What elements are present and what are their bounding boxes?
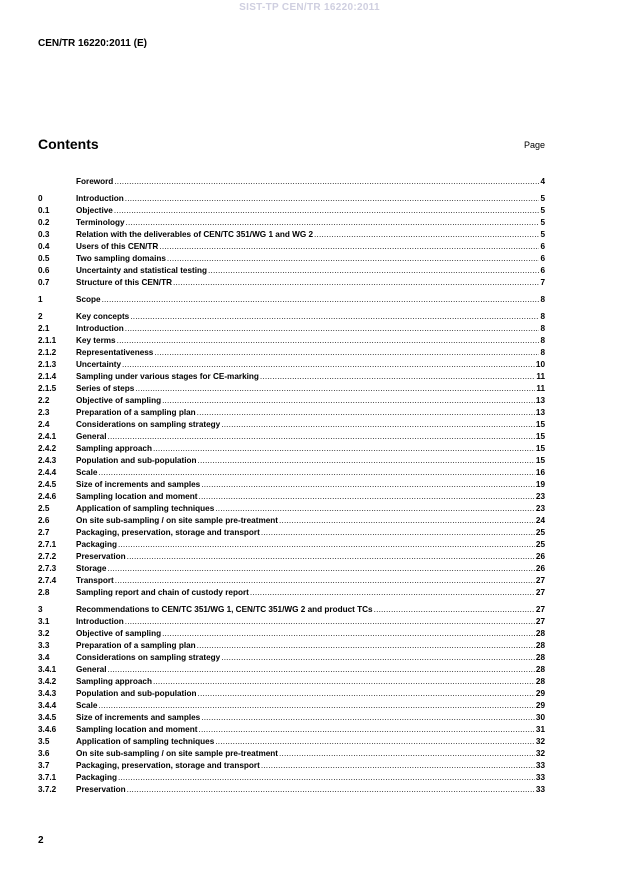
- toc-entry-number: 2.5: [38, 504, 50, 513]
- toc-entry-page: 8: [540, 295, 545, 304]
- dot-leader: [127, 551, 535, 563]
- toc-entry-number: 3.7.2: [38, 785, 57, 794]
- toc-entry-page: 25: [535, 528, 545, 537]
- dot-leader: [98, 700, 534, 712]
- toc-entry-number: 3.4.5: [38, 713, 57, 722]
- toc-entry-number: 0.1: [38, 206, 50, 215]
- toc-entry[interactable]: [38, 515, 545, 527]
- dot-leader: [167, 253, 540, 265]
- toc-entry-title: Packaging, preservation, storage and transport: [76, 761, 260, 770]
- toc-entry[interactable]: [38, 241, 545, 253]
- toc-entry[interactable]: [38, 652, 545, 664]
- dot-leader: [198, 455, 535, 467]
- toc-entry-title: Sampling approach: [76, 444, 152, 453]
- toc-entry-number: 2.4.1: [38, 432, 57, 441]
- toc-entry-number: 3.3: [38, 641, 50, 650]
- toc-entry-title: Key concepts: [76, 312, 130, 321]
- toc-entry-number: 1: [38, 295, 43, 304]
- toc-entry-title: Relation with the deliverables of CEN/TC 351/WG 1 and WG 2: [76, 230, 314, 239]
- dot-leader: [118, 772, 535, 784]
- toc-entry-page: 8: [540, 312, 545, 321]
- toc-entry-number: 2.1.3: [38, 360, 57, 369]
- toc-entry[interactable]: [38, 205, 545, 217]
- toc-entry-title: Application of sampling techniques: [76, 737, 215, 746]
- dot-leader: [279, 748, 535, 760]
- toc-entry-title: On site sub-sampling / on site sample pre-treatment: [76, 516, 279, 525]
- toc-entry-title: Series of steps: [76, 384, 135, 393]
- toc-entry-page: 5: [540, 194, 545, 203]
- dot-leader: [125, 323, 540, 335]
- toc-entry-title: Preparation of a sampling plan: [76, 408, 196, 417]
- toc-entry-page: 27: [535, 605, 545, 614]
- toc-entry-page: 32: [535, 737, 545, 746]
- toc-entry-page: 26: [535, 552, 545, 561]
- dot-leader: [374, 604, 535, 616]
- dot-leader: [159, 241, 539, 253]
- toc-entry-title: Introduction: [76, 194, 124, 203]
- toc-entry[interactable]: [38, 551, 545, 563]
- toc-entry-page: 19: [535, 480, 545, 489]
- toc-entry-title: Representativeness: [76, 348, 154, 357]
- dot-leader: [162, 395, 535, 407]
- toc-entry-page: 6: [540, 254, 545, 263]
- dot-leader: [117, 335, 540, 347]
- toc-entry-page: 32: [535, 749, 545, 758]
- toc-entry-title: Size of increments and samples: [76, 713, 201, 722]
- toc-entry-title: Considerations on sampling strategy: [76, 653, 221, 662]
- toc-entry[interactable]: [38, 712, 545, 724]
- toc-entry-page: 6: [540, 266, 545, 275]
- toc-entry-page: 27: [535, 617, 545, 626]
- toc-entry-title: Preservation: [76, 552, 126, 561]
- toc-entry-page: 23: [535, 504, 545, 513]
- toc-entry-number: 3.2: [38, 629, 50, 638]
- dot-leader: [130, 311, 539, 323]
- toc-entry-page: 5: [540, 218, 545, 227]
- dot-leader: [221, 652, 535, 664]
- toc-entry-number: 2.4.6: [38, 492, 57, 501]
- toc-entry[interactable]: [38, 335, 545, 347]
- toc-entry-number: 3.5: [38, 737, 50, 746]
- dot-leader: [162, 628, 535, 640]
- dot-leader: [279, 515, 535, 527]
- toc-entry-page: 25: [535, 540, 545, 549]
- toc-entry[interactable]: [38, 587, 545, 599]
- toc-entry-title: On site sub-sampling / on site sample pre-treatment: [76, 749, 279, 758]
- toc-entry-title: Objective of sampling: [76, 396, 162, 405]
- toc-entry-number: 3.4.3: [38, 689, 57, 698]
- toc-entry[interactable]: [38, 772, 545, 784]
- toc-entry-page: 15: [535, 456, 545, 465]
- toc-entry-title: Storage: [76, 564, 107, 573]
- toc-entry-page: 29: [535, 701, 545, 710]
- table-of-contents: [38, 176, 545, 796]
- page-column-label: Page: [523, 140, 545, 150]
- toc-entry-number: 3.4.2: [38, 677, 57, 686]
- toc-entry-page: 8: [540, 324, 545, 333]
- toc-entry-title: Introduction: [76, 324, 124, 333]
- toc-entry-page: 10: [535, 360, 545, 369]
- toc-entry-number: 2.7.2: [38, 552, 57, 561]
- toc-entry-number: 3.7: [38, 761, 50, 770]
- toc-entry-page: 28: [535, 677, 545, 686]
- toc-entry-page: 11: [536, 384, 545, 393]
- toc-entry[interactable]: [38, 664, 545, 676]
- toc-entry[interactable]: [38, 431, 545, 443]
- toc-entry-title: Uncertainty: [76, 360, 122, 369]
- toc-entry[interactable]: [38, 193, 545, 205]
- dot-leader: [261, 527, 535, 539]
- toc-entry-number: 3.4: [38, 653, 50, 662]
- dot-leader: [201, 712, 535, 724]
- toc-entry-title: Population and sub-population: [76, 689, 197, 698]
- dot-leader: [314, 229, 539, 241]
- toc-entry[interactable]: [38, 503, 545, 515]
- dot-leader: [221, 419, 535, 431]
- toc-entry-title: Preservation: [76, 785, 126, 794]
- toc-entry-page: 11: [536, 372, 545, 381]
- toc-entry[interactable]: [38, 455, 545, 467]
- toc-entry-page: 30: [535, 713, 545, 722]
- page-number: 2: [38, 835, 44, 846]
- toc-entry[interactable]: [38, 347, 545, 359]
- toc-entry[interactable]: [38, 294, 545, 306]
- dot-leader: [154, 347, 539, 359]
- dot-leader: [102, 294, 540, 306]
- toc-entry[interactable]: [38, 311, 545, 323]
- toc-entry-title: Recommendations to CEN/TC 351/WG 1, CEN/TC 351/WG 2 and product TCs: [76, 605, 373, 614]
- toc-entry-number: 2.7.3: [38, 564, 57, 573]
- toc-entry-title: Population and sub-population: [76, 456, 197, 465]
- dot-leader: [153, 676, 535, 688]
- toc-entry[interactable]: [38, 604, 545, 616]
- toc-entry-number: 2.4.2: [38, 444, 57, 453]
- toc-entry-number: 2.1.4: [38, 372, 57, 381]
- toc-entry-title: Application of sampling techniques: [76, 504, 215, 513]
- toc-entry-number: 0.7: [38, 278, 50, 287]
- dot-leader: [122, 359, 535, 371]
- toc-entry-title: General: [76, 432, 107, 441]
- toc-entry-page: 33: [535, 761, 545, 770]
- toc-entry-title: Objective: [76, 206, 113, 215]
- toc-entry-title: General: [76, 665, 107, 674]
- dot-leader: [250, 587, 535, 599]
- toc-entry-number: 2.7: [38, 528, 50, 537]
- toc-entry-page: 28: [535, 653, 545, 662]
- toc-entry-page: 15: [535, 420, 545, 429]
- toc-entry[interactable]: [38, 575, 545, 587]
- toc-entry-title: Key terms: [76, 336, 116, 345]
- toc-entry-number: 2.6: [38, 516, 50, 525]
- dot-leader: [98, 467, 534, 479]
- toc-entry-number: 3.7.1: [38, 773, 57, 782]
- toc-entry-title: Transport: [76, 576, 114, 585]
- toc-entry[interactable]: [38, 748, 545, 760]
- dot-leader: [261, 760, 535, 772]
- dot-leader: [114, 176, 539, 188]
- dot-leader: [153, 443, 535, 455]
- toc-entry-title: Considerations on sampling strategy: [76, 420, 221, 429]
- toc-entry[interactable]: [38, 407, 545, 419]
- toc-entry-page: 33: [535, 773, 545, 782]
- toc-entry-number: 3.1: [38, 617, 50, 626]
- toc-entry[interactable]: [38, 736, 545, 748]
- toc-entry[interactable]: [38, 616, 545, 628]
- toc-entry-title: Scale: [76, 701, 98, 710]
- toc-entry-page: 5: [540, 206, 545, 215]
- toc-entry-title: Objective of sampling: [76, 629, 162, 638]
- toc-entry[interactable]: [38, 359, 545, 371]
- toc-entry-number: 0.2: [38, 218, 50, 227]
- dot-leader: [198, 688, 535, 700]
- toc-entry-number: 3: [38, 605, 43, 614]
- watermark: SIST-TP CEN/TR 16220:2011: [239, 2, 380, 13]
- toc-entry[interactable]: [38, 760, 545, 772]
- toc-entry-title: Size of increments and samples: [76, 480, 201, 489]
- toc-entry[interactable]: [38, 217, 545, 229]
- dot-leader: [126, 217, 540, 229]
- toc-entry-number: 2.8: [38, 588, 50, 597]
- toc-entry[interactable]: [38, 563, 545, 575]
- dot-leader: [201, 479, 535, 491]
- toc-entry[interactable]: [38, 724, 545, 736]
- toc-entry[interactable]: [38, 491, 545, 503]
- toc-entry[interactable]: [38, 527, 545, 539]
- toc-entry[interactable]: [38, 229, 545, 241]
- toc-entry-number: 2.4.3: [38, 456, 57, 465]
- toc-entry[interactable]: [38, 539, 545, 551]
- toc-entry[interactable]: [38, 383, 545, 395]
- toc-entry-page: 8: [540, 336, 545, 345]
- toc-entry-title: Sampling approach: [76, 677, 152, 686]
- dot-leader: [125, 616, 535, 628]
- dot-leader: [108, 664, 535, 676]
- toc-entry[interactable]: [38, 467, 545, 479]
- toc-entry-page: 15: [535, 432, 545, 441]
- dot-leader: [108, 431, 535, 443]
- toc-entry[interactable]: [38, 323, 545, 335]
- dot-leader: [107, 563, 534, 575]
- toc-entry-page: 5: [540, 230, 545, 239]
- toc-entry-page: 28: [535, 665, 545, 674]
- toc-entry-number: 0.3: [38, 230, 50, 239]
- toc-entry-number: 3.4.6: [38, 725, 57, 734]
- toc-entry-number: 0.4: [38, 242, 50, 251]
- toc-entry-page: 7: [540, 278, 545, 287]
- toc-entry-page: 27: [535, 576, 545, 585]
- toc-entry-page: 23: [535, 492, 545, 501]
- toc-entry[interactable]: [38, 676, 545, 688]
- toc-entry-number: 2.4.5: [38, 480, 57, 489]
- contents-heading: Contents: [38, 136, 99, 152]
- toc-entry-number: 3.6: [38, 749, 50, 758]
- dot-leader: [198, 491, 534, 503]
- toc-entry-title: Uncertainty and statistical testing: [76, 266, 208, 275]
- toc-entry[interactable]: [38, 688, 545, 700]
- toc-entry[interactable]: [38, 176, 545, 188]
- toc-entry-number: 2.1.1: [38, 336, 57, 345]
- toc-entry[interactable]: [38, 395, 545, 407]
- toc-entry-number: 0.5: [38, 254, 50, 263]
- toc-entry[interactable]: [38, 479, 545, 491]
- toc-entry-number: 3.4.1: [38, 665, 57, 674]
- toc-entry-number: 2.2: [38, 396, 50, 405]
- dot-leader: [198, 724, 534, 736]
- toc-entry[interactable]: [38, 640, 545, 652]
- toc-entry[interactable]: [38, 700, 545, 712]
- toc-entry-number: 2.1: [38, 324, 50, 333]
- dot-leader: [114, 205, 540, 217]
- toc-entry-number: 2.7.4: [38, 576, 57, 585]
- toc-entry-page: 16: [535, 468, 545, 477]
- toc-entry-page: 8: [540, 348, 545, 357]
- dot-leader: [115, 575, 535, 587]
- toc-entry[interactable]: [38, 253, 545, 265]
- toc-entry-page: 31: [535, 725, 545, 734]
- toc-entry[interactable]: [38, 784, 545, 796]
- dot-leader: [127, 784, 535, 796]
- toc-entry-title: Structure of this CEN/TR: [76, 278, 172, 287]
- dot-leader: [215, 736, 535, 748]
- dot-leader: [197, 640, 535, 652]
- dot-leader: [197, 407, 535, 419]
- dot-leader: [208, 265, 539, 277]
- document-identifier: CEN/TR 16220:2011 (E): [38, 38, 147, 49]
- toc-entry-page: 24: [535, 516, 545, 525]
- toc-entry-page: 4: [540, 177, 545, 186]
- toc-entry[interactable]: [38, 419, 545, 431]
- dot-leader: [135, 383, 535, 395]
- toc-entry-number: 2.3: [38, 408, 50, 417]
- dot-leader: [118, 539, 535, 551]
- toc-entry-title: Terminology: [76, 218, 125, 227]
- toc-entry-number: 0.6: [38, 266, 50, 275]
- toc-entry-title: Users of this CEN/TR: [76, 242, 159, 251]
- dot-leader: [125, 193, 540, 205]
- toc-entry-title: Sampling report and chain of custody report: [76, 588, 249, 597]
- toc-entry-title: Packaging: [76, 773, 117, 782]
- toc-entry-page: 6: [540, 242, 545, 251]
- toc-entry-title: Sampling under various stages for CE-marking: [76, 372, 259, 381]
- toc-entry[interactable]: [38, 265, 545, 277]
- toc-entry-title: Scale: [76, 468, 98, 477]
- toc-entry[interactable]: [38, 628, 545, 640]
- toc-entry-number: 2: [38, 312, 43, 321]
- toc-entry-number: 2.1.2: [38, 348, 57, 357]
- toc-entry[interactable]: [38, 277, 545, 289]
- toc-entry-title: Sampling location and moment: [76, 492, 198, 501]
- toc-entry-page: 15: [535, 444, 545, 453]
- toc-entry[interactable]: [38, 371, 545, 383]
- toc-entry-page: 27: [535, 588, 545, 597]
- toc-entry-number: 3.4.4: [38, 701, 57, 710]
- toc-entry-title: Packaging: [76, 540, 117, 549]
- toc-entry-page: 13: [535, 396, 545, 405]
- dot-leader: [173, 277, 539, 289]
- toc-entry-page: 13: [535, 408, 545, 417]
- toc-entry-page: 33: [535, 785, 545, 794]
- toc-entry[interactable]: [38, 443, 545, 455]
- toc-entry-number: 0: [38, 194, 43, 203]
- toc-entry-number: 2.7.1: [38, 540, 57, 549]
- toc-entry-number: 2.1.5: [38, 384, 57, 393]
- toc-entry-number: 2.4.4: [38, 468, 57, 477]
- toc-entry-page: 29: [535, 689, 545, 698]
- toc-entry-page: 28: [535, 641, 545, 650]
- dot-leader: [260, 371, 535, 383]
- toc-entry-title: Two sampling domains: [76, 254, 166, 263]
- toc-entry-title: Sampling location and moment: [76, 725, 198, 734]
- toc-entry-number: 2.4: [38, 420, 50, 429]
- toc-entry-title: Introduction: [76, 617, 124, 626]
- toc-entry-page: 28: [535, 629, 545, 638]
- toc-entry-title: Scope: [76, 295, 101, 304]
- dot-leader: [215, 503, 535, 515]
- toc-entry-title: Preparation of a sampling plan: [76, 641, 196, 650]
- toc-entry-title: Packaging, preservation, storage and transport: [76, 528, 260, 537]
- toc-entry-title: Foreword: [76, 177, 114, 186]
- toc-entry-page: 26: [535, 564, 545, 573]
